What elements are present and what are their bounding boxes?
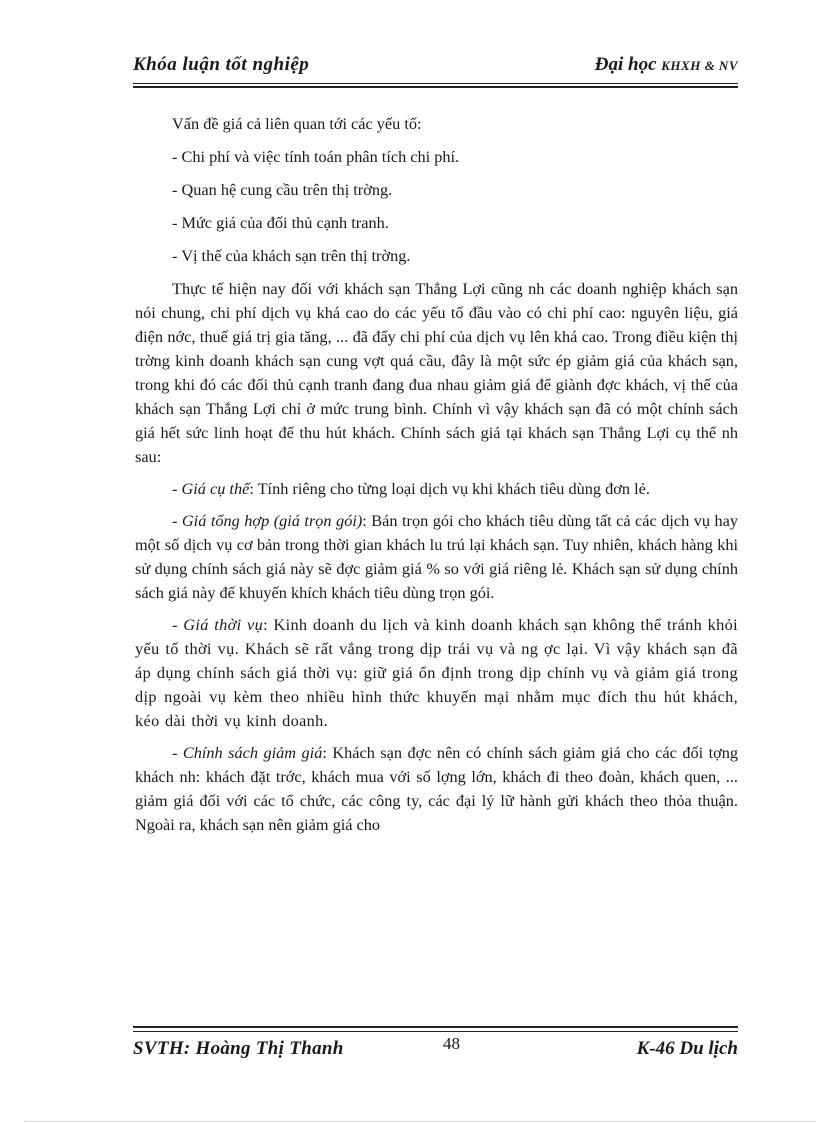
paragraph-discount-policy [135,741,738,837]
discount-policy-text: : Khách sạn đợc nên có chính sách giảm giá cho các đối tợng khách nh: khách đặt trớc, khách mua với số lợng lớn, khách đi theo đoàn, khách quen, ... giảm giá đối với các tổ chức, các công ty, các đại lý lữ hành gửi khách theo thỏa thuận. Ngoài ra, khách sạn nên giảm giá cho [135,743,739,834]
paragraph-specific-price [135,477,738,501]
header-rule-thin [133,83,738,84]
header-rule-thick [133,86,738,88]
footer-student-name: SVTH: Hoàng Thị Thanh [133,1038,344,1059]
factor-item-1: - Chi phí và việc tính toán phân tích chi phí. [172,147,460,166]
paragraph-seasonal-price [135,613,738,733]
factor-item-3: - Mức giá của đối thủ cạnh tranh. [172,213,389,232]
package-price-label: - Giá tổng hợp (giá trọn gói) [172,511,363,530]
page-body [135,112,738,845]
paragraph-current-situation: Thực tế hiện nay đối với khách sạn Thắng Lợi cũng nh các doanh nghiệp khách sạn nói chung, chi phí dịch vụ khá cao do các yếu tố đầu vào có chi phí cao: nguyên liệu, giá điện nớc, thuế giá trị gia tăng, ... đã đẩy chi phí của dịch vụ lên khá cao. Trong điều kiện thị trờng kinh doanh khách sạn cung vợt quá cầu, đây là một sức ép giảm giá của khách sạn, trong khi đó các đối thủ cạnh tranh đang đua nhau giảm giá để giành đợc khách, vị thế của khách sạn Thắng Lợi chỉ ở mức trung bình. Chính vì vậy khách sạn đã có một chính sách giá hết sức linh hoạt để thu hút khách. Chính sách giá tại khách sạn Thắng Lợi cụ thể nh sau: [135,279,738,466]
specific-price-text: : Tính riêng cho từng loại dịch vụ khi khách tiêu dùng đơn lẻ. [249,479,650,498]
footer-class: K-46 Du lịch [636,1038,738,1059]
paragraph-package-price [135,509,738,605]
page-footer [133,1036,738,1066]
discount-policy-label: - Chính sách giảm giá [172,743,323,762]
seasonal-price-text: : Kinh doanh du lịch và kinh doanh khách sạn không thể tránh khỏi yếu tố thời vụ. Khách sẽ rất vắng trong dịp trái vụ và ng ợc lại. Vì vậy khách sạn đã áp dụng chính sách giá thời vụ: giữ giá ổn định trong dịp chính vụ và giảm giá trong dịp ngoài vụ kèm theo nhiều hình thức khuyến mại nhằm mục đích thu hút khách, kéo dài thời vụ kinh doanh. [135,615,739,730]
header-university [595,54,738,76]
page-edge-divider [24,1121,816,1122]
header-thesis-title: Khóa luận tốt nghiệp [133,54,310,75]
page-header [133,52,738,82]
seasonal-price-label: - Giá thời vụ [172,615,264,634]
package-price-text: : Bán trọn gói cho khách tiêu dùng tất cả các dịch vụ hay một số dịch vụ cơ bản trong thời gian khách lu trú lại khách sạn. Tuy nhiên, khách hàng khi sử dụng chính sách giá này sẽ đợc giảm giá % so với giá riêng lẻ. Khách sạn sử dụng chính sách giá này để khuyến khích khách tiêu dùng trọn gói. [135,511,739,602]
factor-item-2: - Quan hệ cung cầu trên thị trờng. [172,180,393,199]
factor-item-4: - Vị thế của khách sạn trên thị trờng. [172,246,411,265]
footer-rule-thick [133,1026,738,1028]
specific-price-label: - Giá cụ thể [172,479,250,498]
header-university-faculty: KHXH & NV [661,58,738,73]
intro-line: Vấn đề giá cả liên quan tới các yếu tố: [172,114,422,133]
footer-rule-thin [133,1031,738,1032]
page-number: 48 [443,1034,460,1053]
header-university-main: Đại học [594,54,657,75]
